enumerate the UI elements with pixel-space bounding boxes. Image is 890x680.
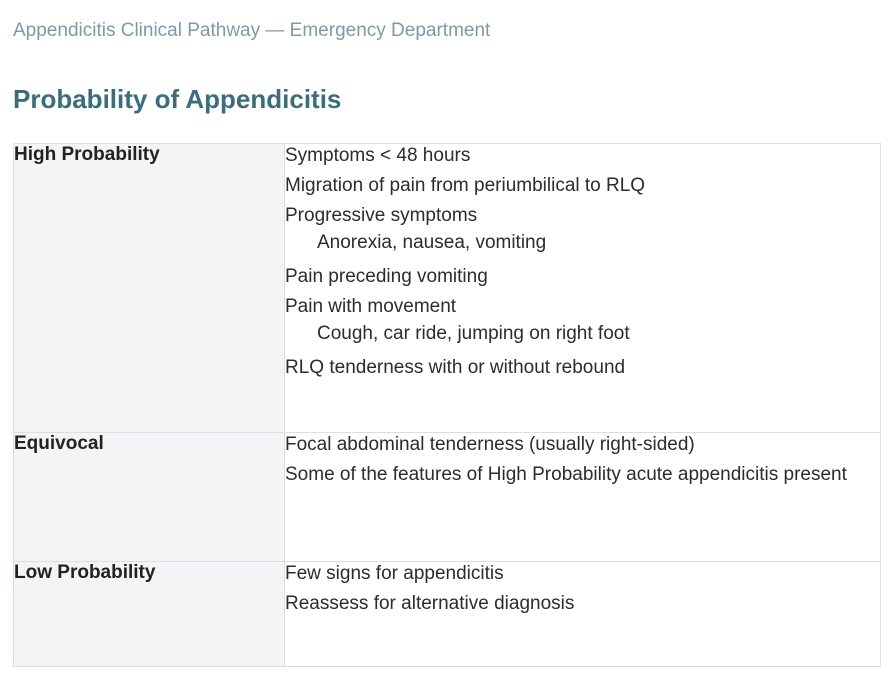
criteria-item: RLQ tenderness with or without rebound (285, 357, 626, 378)
table-row-equivocal (14, 433, 881, 562)
criteria-sub-item: Anorexia, nausea, vomiting (317, 232, 547, 253)
criteria-item: Focal abdominal tenderness (usually right-sided) (285, 434, 695, 455)
probability-table (13, 143, 881, 667)
criteria-item: Pain with movement (285, 296, 457, 317)
criteria-item: Some of the features of High Probability acute appendicitis present (285, 464, 847, 485)
criteria-cell-low-probability (285, 562, 881, 667)
criteria-item: Few signs for appendicitis (285, 563, 504, 584)
table-row-low-probability (14, 562, 881, 667)
category-label-low-probability: Low Probability (14, 562, 285, 667)
table-row-high-probability (14, 144, 881, 433)
criteria-cell-equivocal (285, 433, 881, 562)
category-label-high-probability: High Probability (14, 144, 285, 433)
criteria-cell-high-probability (285, 144, 881, 433)
category-label-equivocal: Equivocal (14, 433, 285, 562)
page-title: Probability of Appendicitis (13, 84, 342, 114)
criteria-sub-item: Cough, car ride, jumping on right foot (317, 323, 630, 344)
criteria-item: Progressive symptoms (285, 205, 478, 226)
criteria-item: Reassess for alternative diagnosis (285, 593, 575, 614)
criteria-item: Pain preceding vomiting (285, 266, 488, 287)
breadcrumb: Appendicitis Clinical Pathway — Emergency Department (13, 20, 491, 41)
criteria-item: Migration of pain from periumbilical to RLQ (285, 175, 646, 196)
criteria-item: Symptoms < 48 hours (285, 145, 471, 166)
